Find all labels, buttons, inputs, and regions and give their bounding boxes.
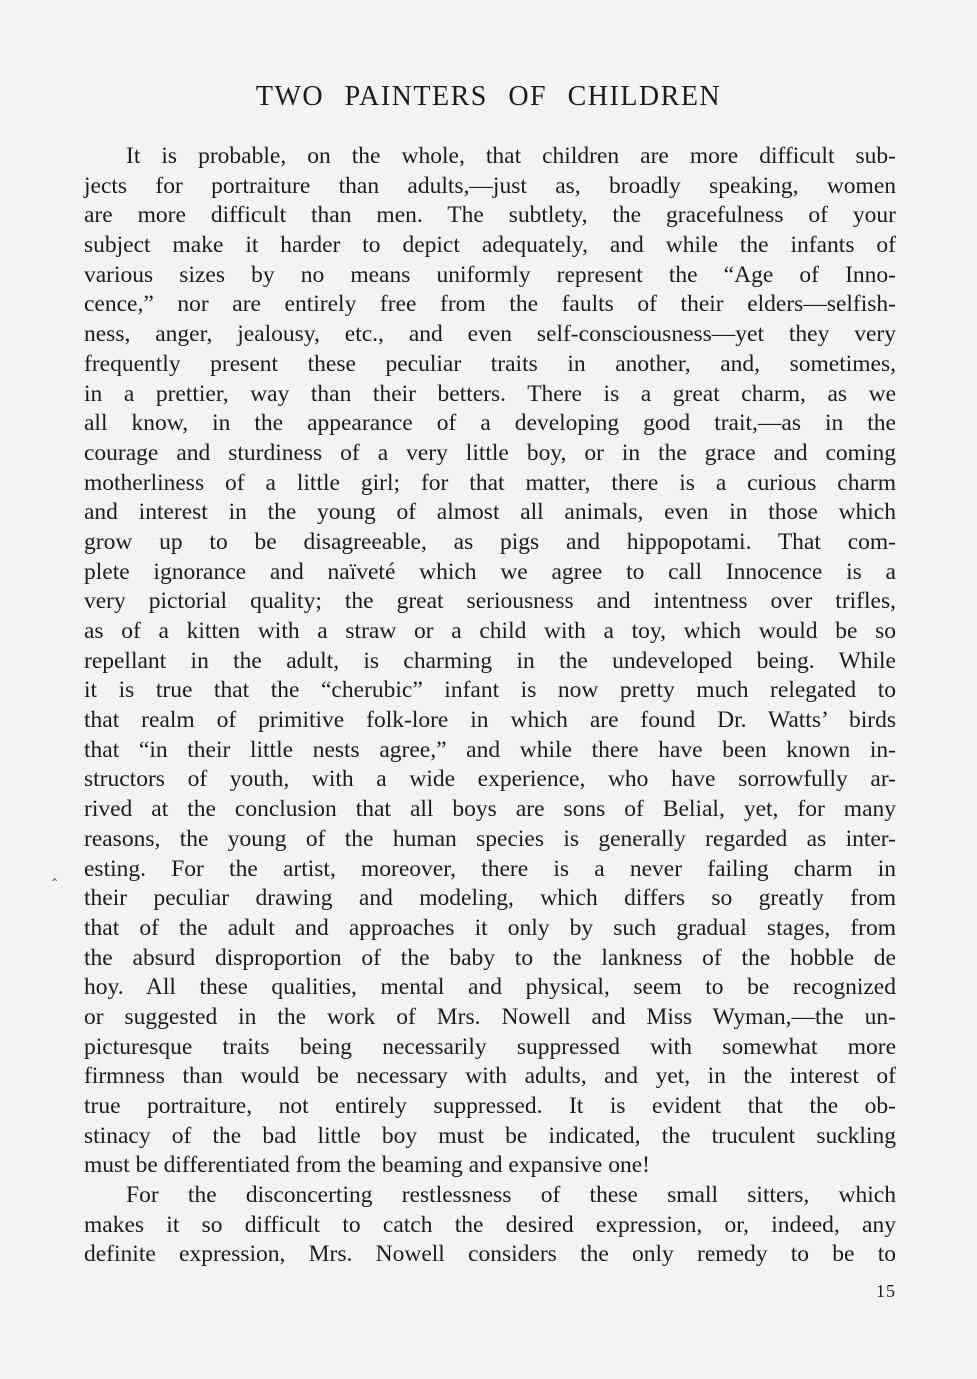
text-line: true portraiture, not entirely suppressed. It is evident that the ob- bbox=[84, 1093, 896, 1119]
page-title: TWO PAINTERS OF CHILDREN bbox=[255, 81, 722, 112]
paragraph bbox=[84, 142, 896, 1181]
text-line: all know, in the appearance of a developing good trait,—as in the bbox=[84, 410, 896, 437]
text-line: in a prettier, way than their betters. There is a great charm, as we bbox=[84, 380, 896, 407]
text-line: jects for portraiture than adults,—just as, broadly speaking, women bbox=[84, 172, 896, 199]
text-line: For the disconcerting restlessness of these small sitters, which bbox=[126, 1182, 896, 1209]
text-line: structors of youth, with a wide experience, who have sorrowfully ar- bbox=[84, 766, 896, 793]
text-line: subject make it harder to depict adequately, and while the infants of bbox=[84, 232, 896, 259]
text-line: courage and sturdiness of a very little boy, or in the grace and coming bbox=[84, 439, 896, 466]
body-text bbox=[84, 142, 896, 1270]
paragraph bbox=[84, 1181, 896, 1270]
text-line: repellant in the adult, is charming in the undeveloped being. While bbox=[84, 647, 896, 674]
text-line: cence,” nor are entirely free from the faults of their elders—selfish- bbox=[84, 291, 896, 318]
text-line: motherliness of a little girl; for that matter, there is a curious charm bbox=[84, 469, 896, 496]
text-line: picturesque traits being necessarily suppressed with somewhat more bbox=[84, 1033, 896, 1060]
text-line: very pictorial quality; the great seriousness and intentness over trifles, bbox=[84, 588, 896, 615]
margin-mark: ‸ bbox=[52, 864, 58, 881]
text-line: definite expression, Mrs. Nowell considers the only remedy to be to bbox=[84, 1241, 896, 1268]
text-line: must be differentiated from the beaming and expansive one! bbox=[84, 1152, 650, 1179]
text-line: and interest in the young of almost all animals, even in those which bbox=[84, 499, 896, 526]
text-line: it is true that the “cherubic” infant is now pretty much relegated to bbox=[84, 677, 896, 704]
text-line: hoy. All these qualities, mental and physical, seem to be recognized bbox=[84, 974, 896, 1001]
text-line: frequently present these peculiar traits in another, and, sometimes, bbox=[84, 350, 896, 377]
text-line: esting. For the artist, moreover, there is a never failing charm in bbox=[84, 855, 896, 882]
text-line: that realm of primitive folk-lore in which are found Dr. Watts’ birds bbox=[84, 707, 896, 734]
text-line: reasons, the young of the human species is generally regarded as inter- bbox=[84, 825, 896, 852]
text-line: makes it so difficult to catch the desired expression, or, indeed, any bbox=[84, 1211, 896, 1238]
text-line: or suggested in the work of Mrs. Nowell and Miss Wyman,—the un- bbox=[84, 1003, 896, 1030]
text-line: ness, anger, jealousy, etc., and even self-consciousness—yet they very bbox=[84, 321, 896, 348]
text-line: plete ignorance and naïveté which we agree to call Innocence is a bbox=[84, 558, 896, 585]
text-line: the absurd disproportion of the baby to the lankness of the hobble de bbox=[84, 944, 896, 971]
page-number: 15 bbox=[876, 1281, 896, 1301]
text-line: It is probable, on the whole, that children are more difficult sub- bbox=[126, 143, 896, 169]
text-line: firmness than would be necessary with adults, and yet, in the interest of bbox=[84, 1063, 896, 1090]
text-line: that “in their little nests agree,” and while there have been known in- bbox=[84, 736, 896, 763]
text-line: are more difficult than men. The subtlety, the gracefulness of your bbox=[84, 202, 896, 229]
text-line: various sizes by no means uniformly represent the “Age of Inno- bbox=[84, 261, 896, 288]
text-line: as of a kitten with a straw or a child with a toy, which would be so bbox=[84, 618, 896, 644]
text-line: their peculiar drawing and modeling, which differs so greatly from bbox=[84, 885, 896, 912]
text-line: that of the adult and approaches it only by such gradual stages, from bbox=[84, 914, 896, 941]
text-line: grow up to be disagreeable, as pigs and hippopotami. That com- bbox=[84, 528, 896, 555]
text-line: stinacy of the bad little boy must be indicated, the truculent suckling bbox=[84, 1122, 896, 1149]
text-line: rived at the conclusion that all boys are sons of Belial, yet, for many bbox=[84, 796, 896, 823]
